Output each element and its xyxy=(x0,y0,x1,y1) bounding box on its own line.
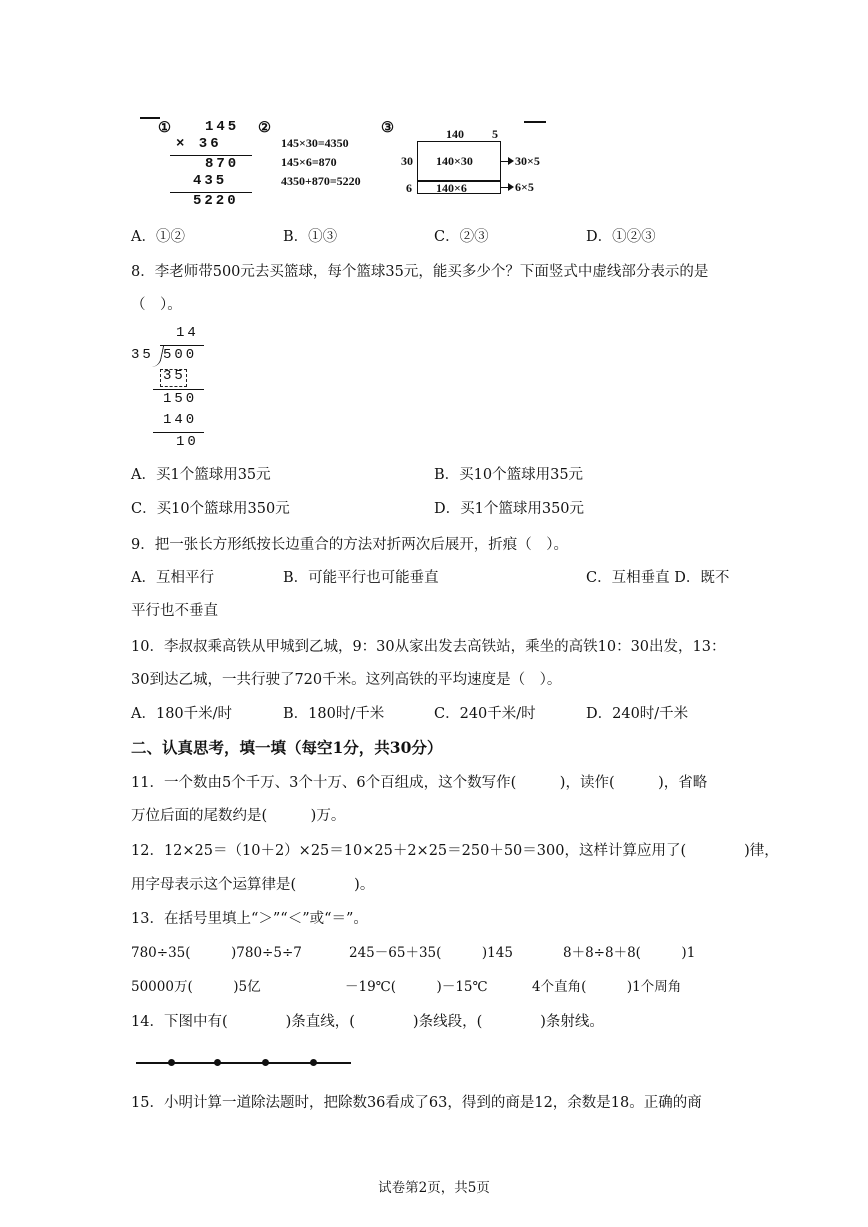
q9-stem: 9．把一张长方形纸按长边重合的方法对折两次后展开，折痕（ ）。 xyxy=(131,537,568,553)
q10-option-b[interactable]: B．180时/千米 xyxy=(283,706,385,722)
v1-row4: 435 xyxy=(193,173,228,189)
q12-stem-line2: 用字母表示这个运算律是( )。 xyxy=(131,877,375,893)
div-row3: 140 xyxy=(163,412,198,428)
div-quotient: 14 xyxy=(176,325,199,341)
q8-stem-line1: 8．李老师带500元去买篮球，每个篮球35元，能买多少个？下面竖式中虚线部分表示的是 xyxy=(131,264,709,280)
method-2-marker: ② xyxy=(258,119,271,136)
v3-cell-140x6: 140×6 xyxy=(436,181,467,195)
q10-option-c[interactable]: C．240千米/时 xyxy=(434,706,536,722)
q10-stem-line2: 30到达乙城，一共行驶了720千米。这列高铁的平均速度是（ ）。 xyxy=(131,672,562,688)
q11-stem-line2: 万位后面的尾数约是( )万。 xyxy=(131,808,346,824)
section-2-title: 二、认真思考，填一填（每空1分，共30分） xyxy=(131,738,443,757)
v1-row5: 5220 xyxy=(193,193,239,209)
q14-point-2 xyxy=(214,1059,221,1066)
v2-line3: 4350+870=5220 xyxy=(281,174,361,188)
q10-option-a[interactable]: A．180千米/时 xyxy=(131,706,233,722)
v1-row2: × 36 xyxy=(176,136,222,152)
div-row2: 150 xyxy=(163,391,198,407)
method-1-marker: ① xyxy=(158,119,171,136)
q8-stem-line2: （ ）。 xyxy=(131,297,182,313)
v2-line2: 145×6=870 xyxy=(281,155,337,169)
q15-stem: 15．小明计算一道除法题时，把除数36看成了63，得到的商是12，余数是18。正确的商 xyxy=(131,1095,702,1111)
bracket-left-mark xyxy=(140,117,160,119)
v3-top-5: 5 xyxy=(492,127,498,141)
div-dividend: 500 xyxy=(163,347,198,363)
div-row4: 10 xyxy=(176,434,199,450)
div-rule1 xyxy=(153,389,204,390)
v1-row1: 145 xyxy=(205,119,240,135)
q14-point-4 xyxy=(310,1059,317,1066)
div-row1: 35 xyxy=(163,368,186,384)
q9-option-b[interactable]: B．可能平行也可能垂直 xyxy=(283,570,439,586)
q7-option-c[interactable]: C．②③ xyxy=(434,229,489,245)
q13-compare-2[interactable]: 245－65＋35( )145 xyxy=(349,945,513,961)
v1-row3: 870 xyxy=(205,156,240,172)
v3-arrow1-label: 30×5 xyxy=(515,154,540,168)
q14-point-3 xyxy=(262,1059,269,1066)
v3-cell-140x30: 140×30 xyxy=(436,154,473,168)
div-rule2 xyxy=(153,432,204,433)
page-footer: 试卷第2页，共5页 xyxy=(378,1180,490,1196)
method-3-marker: ③ xyxy=(381,119,394,136)
q9-option-cd[interactable]: C．互相垂直 D．既不 xyxy=(586,570,730,586)
arrow-right-icon xyxy=(508,157,514,165)
q13-compare-6[interactable]: 4个直角( )1个周角 xyxy=(532,979,682,995)
q8-option-c[interactable]: C．买10个篮球用350元 xyxy=(131,501,290,517)
q13-compare-3[interactable]: 8＋8÷8＋8( )1 xyxy=(563,945,696,961)
q7-option-d[interactable]: D．①②③ xyxy=(586,229,656,245)
q10-option-d[interactable]: D．240时/千米 xyxy=(586,706,689,722)
q7-option-b[interactable]: B．①③ xyxy=(283,229,338,245)
q13-stem: 13．在括号里填上“＞”“＜”或“＝”。 xyxy=(131,911,368,927)
q8-option-b[interactable]: B．买10个篮球用35元 xyxy=(434,467,584,483)
v3-left-30: 30 xyxy=(401,154,413,168)
q13-compare-1[interactable]: 780÷35( )780÷5÷7 xyxy=(131,945,302,961)
q9-option-a[interactable]: A．互相平行 xyxy=(131,570,214,586)
div-bracket-top xyxy=(160,345,204,346)
v2-line1: 145×30=4350 xyxy=(281,136,349,150)
q7-option-a[interactable]: A．①② xyxy=(131,229,185,245)
q8-option-d[interactable]: D．买1个篮球用350元 xyxy=(434,501,585,517)
q11-stem-line1: 11．一个数由5个千万、3个十万、6个百组成，这个数写作( )，读作( )，省略 xyxy=(131,775,708,791)
bracket-right-mark xyxy=(524,121,546,123)
q13-compare-4[interactable]: 50000万( )5亿 xyxy=(131,979,261,995)
div-divisor: 35 xyxy=(131,347,154,363)
q14-point-1 xyxy=(168,1059,175,1066)
q14-stem: 14．下图中有( )条直线，( )条线段，( )条射线。 xyxy=(131,1014,604,1030)
v3-arrow2-label: 6×5 xyxy=(515,180,534,194)
arrow-right-icon xyxy=(508,183,514,191)
v3-top-140: 140 xyxy=(446,127,464,141)
q9-option-d-cont: 平行也不垂直 xyxy=(131,603,218,619)
q8-option-a[interactable]: A．买1个篮球用35元 xyxy=(131,467,271,483)
q12-stem-line1: 12．12×25＝（10＋2）×25＝10×25＋2×25＝250＋50＝300，这样计算应用了( )律， xyxy=(131,843,779,859)
q13-compare-5[interactable]: －19℃( )－15℃ xyxy=(345,979,488,995)
q10-stem-line1: 10．李叔叔乘高铁从甲城到乙城，9：30从家出发去高铁站，乘坐的高铁10：30出发，13： xyxy=(131,639,726,655)
v3-left-6: 6 xyxy=(406,181,412,195)
